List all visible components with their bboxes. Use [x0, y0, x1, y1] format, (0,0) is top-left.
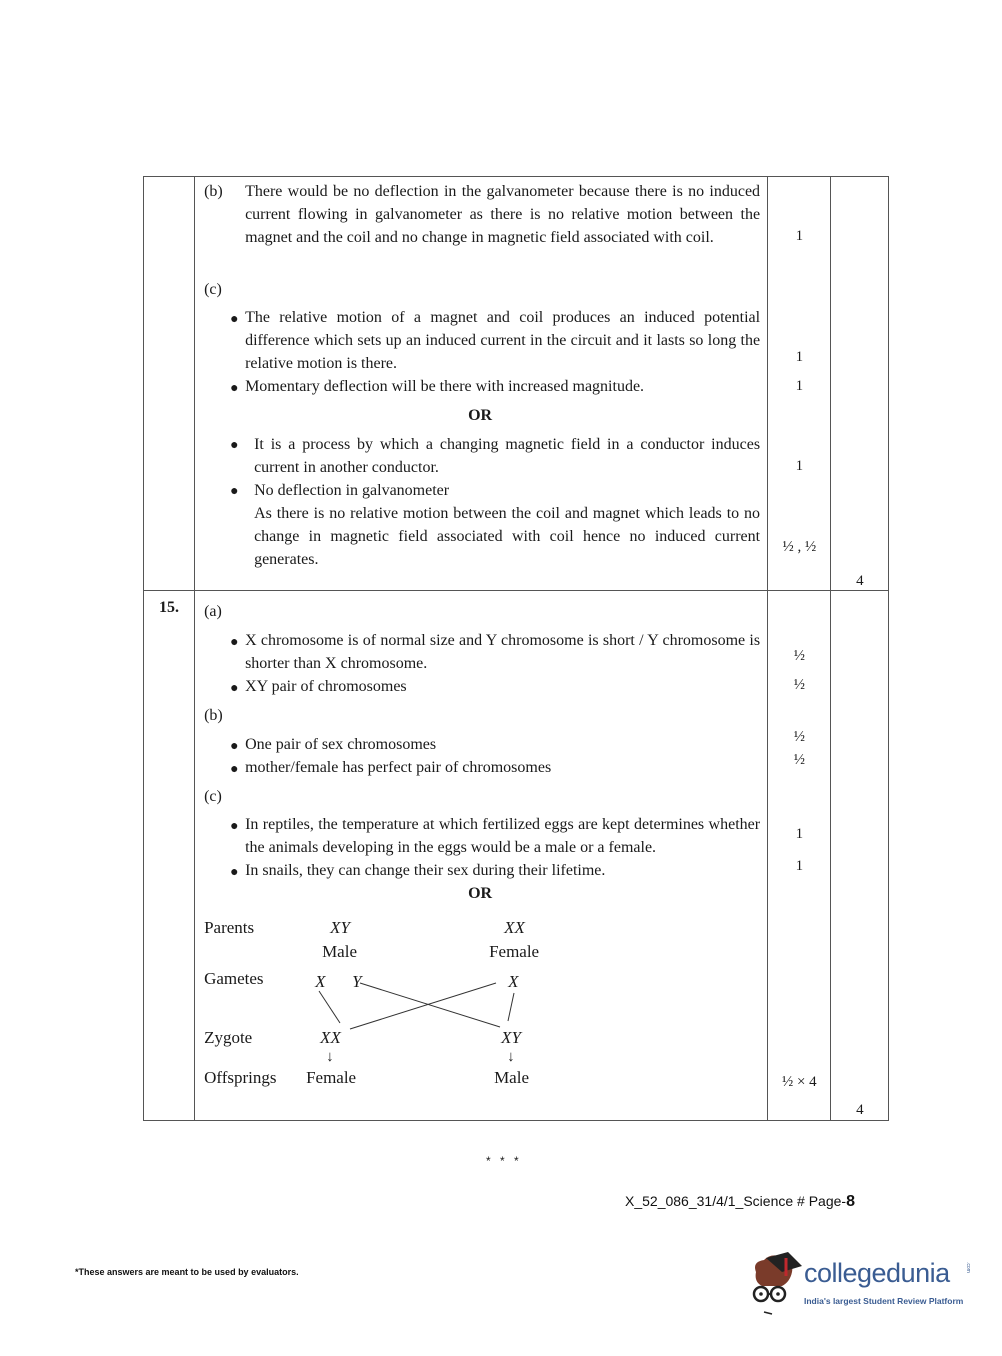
answer-bullet-c2: Momentary deflection will be there with increased magnitude.: [245, 378, 645, 395]
row-label-zygote: Zygote: [204, 1028, 253, 1047]
male-parent-sex: Male: [322, 942, 357, 961]
bullet-icon: ●: [230, 739, 239, 754]
male-gamete-x: X: [315, 972, 326, 991]
bullet-icon: ●: [230, 381, 239, 396]
cross-lines: [195, 591, 767, 1121]
answer-bullet-c2: In snails, they can change their sex during their lifetime.: [245, 862, 606, 879]
female-gamete-x: X: [508, 972, 519, 991]
answer-or-bullet-2-explanation: As there is no relative motion between the coil and magnet which leads to no change in magnetic field associated with coil hence no induced current generates.: [254, 505, 761, 568]
or-separator: OR: [468, 885, 493, 902]
female-parent-genotype: XX: [504, 918, 525, 937]
line-y-to-xy: [360, 983, 500, 1027]
answer-or-bullet-1: It is a process by which a changing magnetic field in a conductor induces current in another conductor.: [254, 436, 761, 476]
offspring-female: Female: [306, 1068, 357, 1087]
bullet-icon: ●: [230, 819, 239, 834]
marks-cell: [767, 591, 830, 1121]
end-marker: * * *: [486, 1154, 522, 1168]
brand-tagline: India's largest Student Review Platform: [804, 1296, 964, 1306]
row-label-offsprings: Offsprings: [204, 1068, 277, 1087]
answer-bullet-c1: [245, 306, 760, 375]
mark-c2: 1: [795, 378, 804, 394]
mark-or-1: 1: [795, 458, 804, 474]
zygote-xx: XX: [320, 1028, 341, 1047]
mark-a2: ½: [793, 677, 805, 693]
answer-bullet-a1: X chromosome is of normal size and Y chromosome is short / Y chromosome is shorter than X chromosome.: [245, 632, 761, 672]
mark-a1: ½: [793, 648, 805, 664]
collegedunia-logo[interactable]: [742, 1248, 972, 1320]
down-arrow-icon: ↓: [507, 1049, 515, 1065]
bullet-icon: ●: [230, 762, 239, 777]
zygote-xy: XY: [501, 1028, 521, 1047]
answer-bullet-b1: One pair of sex chromosomes: [245, 736, 437, 753]
question-number-cell: [144, 177, 195, 591]
mark-c2: 1: [795, 858, 804, 874]
total-marks: 4: [856, 573, 864, 589]
bullet-text: The relative motion of a magnet and coil produces an induced potential difference which sets up an induced current in the circuit and it lasts so long the relative motion is there.: [245, 309, 761, 372]
part-label-a: (a): [204, 603, 222, 620]
question-number: 15.: [144, 591, 195, 1121]
male-gamete-y: Y: [352, 972, 362, 991]
mark-c1: 1: [795, 826, 804, 842]
bullet-icon: ●: [230, 635, 239, 650]
total-marks-cell: [830, 177, 888, 591]
part-label-c: (c): [204, 281, 222, 298]
question-row-15: [144, 591, 889, 1121]
bullet-icon: ●: [230, 484, 239, 499]
offspring-male: Male: [494, 1068, 529, 1087]
question-row-14-continued: [144, 177, 889, 591]
or-separator: OR: [468, 407, 493, 424]
mark-diagram: ½ × 4: [781, 1074, 817, 1090]
answer-cell: [195, 177, 768, 591]
answer-bullet-a2: XY pair of chromosomes: [245, 678, 407, 695]
brand-name: collegedunia: [804, 1258, 950, 1288]
bullet-icon: ●: [230, 681, 239, 696]
line-x-to-xy-female: [508, 993, 514, 1021]
marks-cell: [767, 177, 830, 591]
answer-bullet-c1: In reptiles, the temperature at which fertilized eggs are kept determines whether the animals developing in the eggs would be a male or a female.: [245, 816, 761, 856]
mark-or-2: ½ , ½: [782, 539, 817, 555]
bullet-icon: ●: [230, 865, 239, 880]
part-label-b: (b): [204, 707, 223, 724]
total-marks: 4: [856, 1102, 864, 1118]
row-label-gametes: Gametes: [204, 969, 264, 988]
marking-scheme-table: [143, 176, 889, 1121]
answer-cell: [195, 591, 768, 1121]
line-x-to-xx-female: [350, 983, 496, 1029]
line-x-to-xx: [319, 991, 340, 1023]
bullet-icon: ●: [230, 438, 239, 453]
page-code: [625, 1193, 855, 1211]
total-marks-cell: [830, 591, 888, 1121]
part-label-b: (b): [204, 183, 223, 200]
answer-bullet-b2: mother/female has perfect pair of chromosomes: [245, 759, 552, 776]
mark-c1: 1: [795, 349, 804, 365]
document-code: X_52_086_31/4/1_Science # Page-: [625, 1193, 847, 1209]
mark-b: 1: [795, 228, 804, 244]
bullet-icon: ●: [230, 312, 239, 327]
female-parent-sex: Female: [489, 942, 540, 961]
male-parent-genotype: XY: [330, 918, 350, 937]
mark-b2: ½: [793, 752, 805, 768]
page-number: 8: [846, 1193, 855, 1210]
brand-dotcom: .com: [965, 1262, 971, 1273]
answer-or-bullet-2: No deflection in galvanometer: [254, 482, 450, 499]
row-label-parents: Parents: [204, 918, 255, 937]
answer-text-b: There would be no deflection in the galvanometer because there is no induced current flowing in galvanometer as there is no relative motion between the magnet and the coil and no change in magnetic field associated with coil.: [245, 183, 761, 246]
student-mascot-icon: [742, 1248, 804, 1320]
evaluator-disclaimer: *These answers are meant to be used by evaluators.: [75, 1267, 299, 1277]
down-arrow-icon: ↓: [326, 1049, 334, 1065]
mark-b1: ½: [793, 729, 805, 745]
part-label-c: (c): [204, 788, 222, 805]
